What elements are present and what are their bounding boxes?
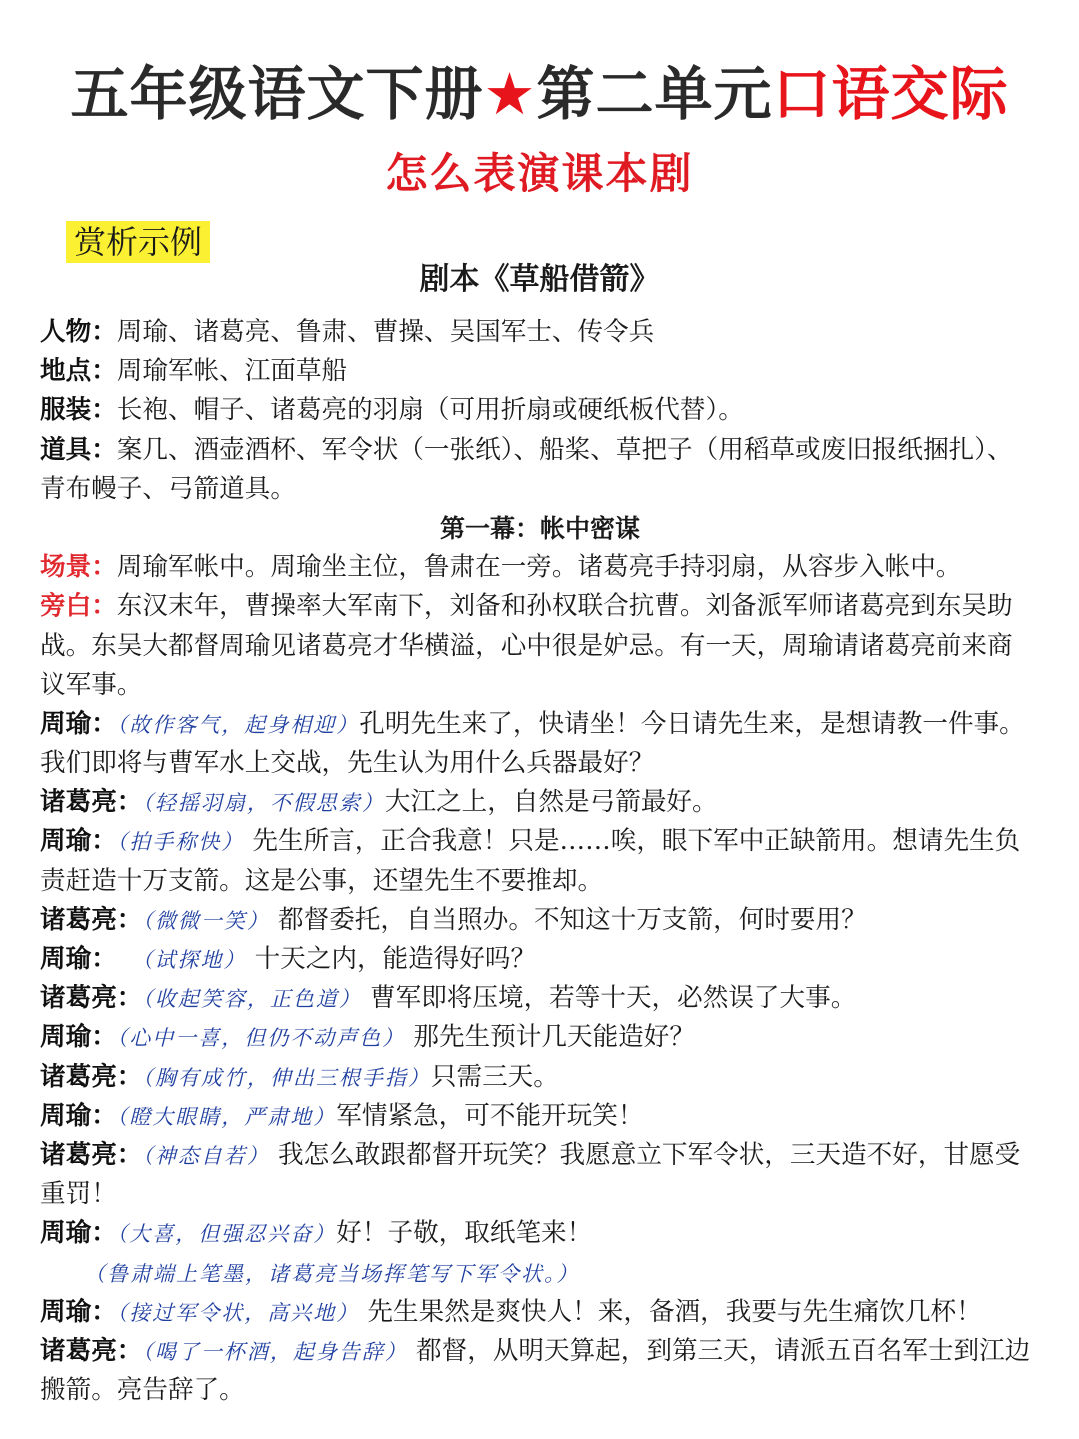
stage-note: （试探地） xyxy=(116,948,247,972)
place-text: 周瑜军帐、江面草船 xyxy=(116,356,348,387)
dialogue-text: 我怎么敢跟都督开玩笑？我愿意立下军令状，三天造不好，甘愿受 xyxy=(269,1139,1021,1170)
dialogue-line xyxy=(40,1097,1040,1136)
stage-direction: （鲁肃端上笔墨，诸葛亮当场挥笔写下军令状。） xyxy=(84,1261,580,1286)
stage-note: （故作客气，起身相迎） xyxy=(116,712,360,737)
dialogue-line xyxy=(40,822,1040,861)
narration-text-3: 议军事。 xyxy=(40,669,143,700)
title-part-unit: 第二单元 xyxy=(536,60,773,128)
speaker-label: 诸葛亮： xyxy=(40,1061,143,1092)
characters-text: 周瑜、诸葛亮、鲁肃、曹操、吴国军士、传令兵 xyxy=(116,317,655,347)
speaker-label: 诸葛亮： xyxy=(40,1139,143,1170)
stage-note: （瞪大眼睛，严肃地） xyxy=(116,1104,337,1129)
dialogue-line-continued xyxy=(40,862,1040,901)
costume-line xyxy=(40,391,1040,430)
setting-label: 场景： xyxy=(40,552,117,583)
stage-note: （收起笑容，正色道） xyxy=(142,987,362,1012)
dialogue-text: 都督委托，自当照办。不知这十万支箭，何时要用？ xyxy=(269,904,867,935)
stage-note: （大喜，但强忍兴奋） xyxy=(116,1222,337,1247)
dialogue-line xyxy=(40,940,1040,979)
speaker-label: 周瑜： xyxy=(40,826,117,857)
narration-text-2: 战。东吴大都督周瑜见诸葛亮才华横溢，心中很是妒忌。有一天，周瑜请诸葛亮前来商 xyxy=(40,630,1013,661)
script-title: 剧本《草船借箭》 xyxy=(419,262,660,297)
speaker-label: 诸葛亮： xyxy=(40,983,143,1014)
dialogue-line xyxy=(40,1214,1040,1253)
narration-line-3 xyxy=(40,666,1040,705)
title-part-topic: 口语交际 xyxy=(772,60,1009,128)
dialogue-text: 孔明先生来了，快请坐！今日请先生来，是想请教一件事。 xyxy=(359,708,1025,739)
props-text-continued: 青布幔子、弓箭道具。 xyxy=(40,473,296,504)
dialogue-text: 曹军即将压境，若等十天，必然误了大事。 xyxy=(361,983,857,1014)
section-tag: 赏析示例 xyxy=(66,221,210,263)
dialogue-text-continued: 我们即将与曹军水上交战，先生认为用什么兵器最好？ xyxy=(40,748,655,779)
dialogue-line-continued xyxy=(40,1175,1040,1214)
props-text: 案几、酒壶酒杯、军令状（一张纸）、船桨、草把子（用稻草或废旧报纸捆扎）、 xyxy=(116,434,1013,465)
stage-note: （接过军令状，高兴地） xyxy=(116,1300,360,1325)
scene-title: 第一幕：帐中密谋 xyxy=(439,513,640,543)
stage-note: （拍手称快） xyxy=(116,830,245,855)
dialogue-text: 十天之内，能造得好吗？ xyxy=(246,944,537,974)
stage-note: （心中一喜，但仍不动声色） xyxy=(116,1026,406,1051)
place-label: 地点： xyxy=(40,356,117,387)
place-line xyxy=(40,352,1040,391)
dialogue-text-continued: 重罚！ xyxy=(40,1179,117,1210)
stage-note: （微微一笑） xyxy=(142,908,270,933)
setting-line xyxy=(40,548,1040,587)
dialogue-line xyxy=(40,1018,1040,1057)
dialogue-line xyxy=(40,979,1040,1018)
narration-line xyxy=(40,587,1040,626)
narration-line-2 xyxy=(40,627,1040,666)
stage-note: （胸有成竹，伸出三根手指） xyxy=(142,1065,431,1090)
dialogue-line xyxy=(40,1136,1040,1175)
stage-note: （神态自若） xyxy=(142,1143,270,1168)
dialogue-text: 都督，从明天算起，到第三天，请派五百名军士到江边 xyxy=(407,1335,1031,1366)
dialogue-line xyxy=(40,1058,1040,1097)
dialogue-line-continued xyxy=(40,1371,1040,1410)
costume-label: 服装： xyxy=(40,395,117,426)
stage-note: （喝了一杯酒，起身告辞） xyxy=(142,1339,408,1364)
characters-line xyxy=(40,313,1040,352)
characters-label: 人物： xyxy=(40,317,117,347)
speaker-label: 周瑜： xyxy=(40,1218,117,1249)
dialogue-line xyxy=(40,901,1040,940)
stage-note: （轻摇羽扇，不假思索） xyxy=(142,791,385,816)
speaker-label: 周瑜： xyxy=(40,944,117,974)
star-icon: ★ xyxy=(483,60,537,128)
dialogue-text: 只需三天。 xyxy=(430,1061,559,1092)
costume-text: 长袍、帽子、诸葛亮的羽扇（可用折扇或硬纸板代替）。 xyxy=(116,395,744,426)
props-line xyxy=(40,431,1040,470)
dialogue-text: 军情紧急，可不能开玩笑！ xyxy=(336,1100,644,1131)
narration-label: 旁白： xyxy=(40,591,117,622)
dialogue-line-continued xyxy=(40,744,1040,783)
script-content xyxy=(40,313,1040,1410)
dialogue-text: 那先生预计几天能造好？ xyxy=(405,1022,695,1053)
dialogue-line xyxy=(40,705,1040,744)
props-label: 道具： xyxy=(40,434,117,465)
speaker-label: 诸葛亮： xyxy=(40,787,143,818)
dialogue-text-continued: 责赶造十万支箭。这是公事，还望先生不要推却。 xyxy=(40,865,604,896)
dialogue-line xyxy=(40,1293,1040,1332)
speaker-label: 周瑜： xyxy=(40,1296,117,1327)
main-title xyxy=(0,58,1079,130)
dialogue-line xyxy=(40,1332,1040,1371)
narration-text: 东汉末年，曹操率大军南下，刘备和孙权联合抗曹。刘备派军师诸葛亮到东吴助 xyxy=(116,591,1013,622)
dialogue-line xyxy=(40,783,1040,822)
speaker-label: 诸葛亮： xyxy=(40,904,143,935)
speaker-label: 周瑜： xyxy=(40,1022,117,1053)
props-line-continued xyxy=(40,470,1040,509)
stage-direction-line xyxy=(40,1254,1040,1293)
subtitle: 怎么表演课本剧 xyxy=(385,149,694,198)
dialogue-text-continued: 搬箭。亮告辞了。 xyxy=(40,1375,245,1406)
dialogue-text: 好！子敬，取纸笔来！ xyxy=(336,1218,593,1249)
dialogue-text: 大江之上，自然是弓箭最好。 xyxy=(384,787,718,818)
title-part-grade: 五年级语文下册 xyxy=(70,60,484,128)
speaker-label: 诸葛亮： xyxy=(40,1335,143,1366)
setting-text: 周瑜军帐中。周瑜坐主位，鲁肃在一旁。诸葛亮手持羽扇，从容步入帐中。 xyxy=(116,552,962,583)
dialogue-text: 先生所言，正合我意！只是……唉，眼下军中正缺箭用。想请先生负 xyxy=(244,826,1021,857)
speaker-label: 周瑜： xyxy=(40,708,117,739)
dialogue-text: 先生果然是爽快人！来，备酒，我要与先生痛饮几杯！ xyxy=(359,1296,982,1327)
speaker-label: 周瑜： xyxy=(40,1100,117,1131)
